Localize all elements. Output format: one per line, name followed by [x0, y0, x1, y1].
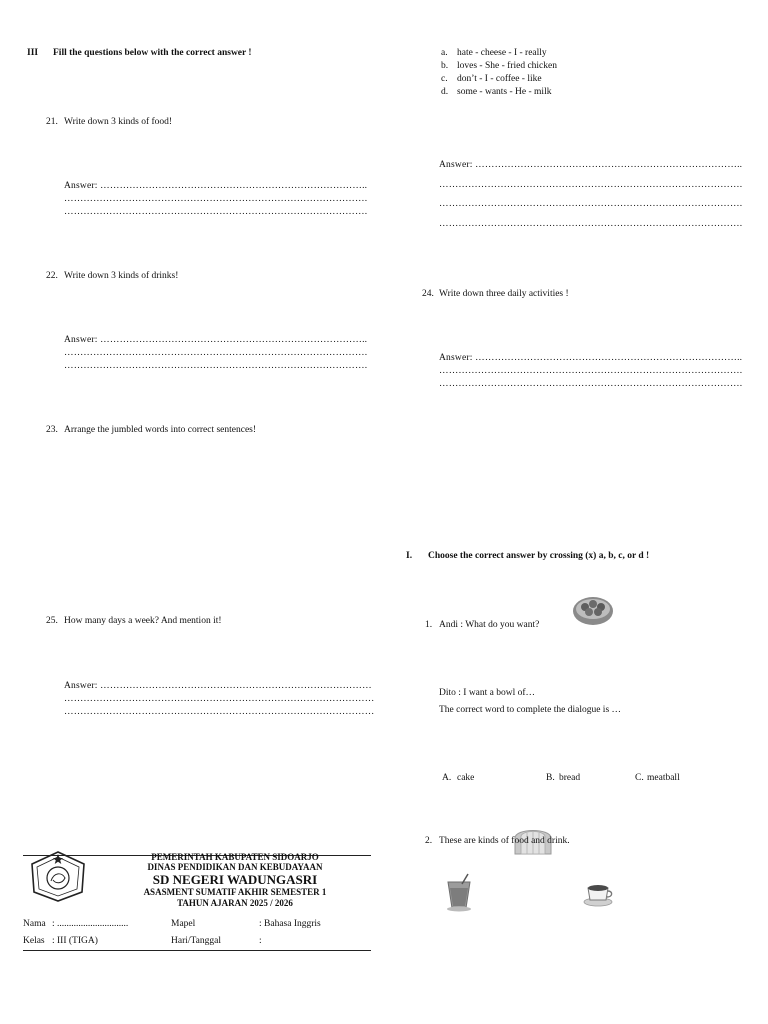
- q23-option-c-letter: c.: [441, 74, 448, 84]
- q23-option-d-letter: d.: [441, 87, 449, 97]
- mc1-number: 1.: [425, 620, 433, 630]
- section-3-number: III: [27, 48, 39, 58]
- q24-text: Write down three daily activities !: [439, 289, 569, 299]
- q21-answer-line-1[interactable]: Answer: ………………………………………………………………………..: [64, 181, 368, 191]
- exam-title: ASASMENT SUMATIF AKHIR SEMESTER 1: [143, 887, 327, 897]
- meatball-bowl-icon: [572, 595, 614, 627]
- section-1-title: Choose the correct answer by crossing (x) a, b, c, or d !: [428, 551, 650, 561]
- q23-option-c: don’t - I - coffee - like: [457, 74, 542, 84]
- kelas-value: : III (TIGA): [52, 936, 98, 946]
- mc1-option-b[interactable]: bread: [559, 773, 581, 783]
- mc1-dialogue: Dito : I want a bowl of…: [439, 688, 536, 698]
- mapel-value: : Bahasa Inggris: [259, 919, 321, 929]
- q24-answer-line-1[interactable]: Answer: ………………………………………………………………………..: [439, 353, 743, 363]
- coffee-cup-icon: [583, 878, 615, 908]
- q21-answer-line-3[interactable]: ………………………………………………………………………………….: [64, 207, 368, 217]
- mc1-question: Andi : What do you want?: [439, 620, 540, 630]
- q21-text: Write down 3 kinds of food!: [64, 117, 173, 127]
- nama-label: Nama: [23, 919, 46, 929]
- q23-option-a-letter: a.: [441, 48, 448, 58]
- mc2-number: 2.: [425, 836, 433, 846]
- hari-tanggal-field[interactable]: :: [259, 936, 262, 946]
- mc1-instruction: The correct word to complete the dialogue is …: [439, 705, 622, 715]
- mc1-option-a-letter[interactable]: A.: [442, 773, 452, 783]
- q24-number: 24.: [422, 289, 434, 299]
- hari-tanggal-label: Hari/Tanggal: [171, 936, 221, 946]
- q23-answer-line-1[interactable]: Answer: ………………………………………………………………………..: [439, 160, 743, 170]
- q23-option-a: hate - cheese - I - really: [457, 48, 547, 58]
- q23-text: Arrange the jumbled words into correct sentences!: [64, 425, 257, 435]
- q25-text: How many days a week? And mention it!: [64, 616, 222, 626]
- q23-option-b: loves - She - fried chicken: [457, 61, 557, 71]
- header-bottom-rule: [23, 950, 371, 951]
- q25-answer-line-2[interactable]: ……………………………………………………………………………………: [64, 694, 375, 704]
- kelas-label: Kelas: [23, 936, 45, 946]
- mc1-option-a[interactable]: cake: [457, 773, 475, 783]
- q22-answer-line-1[interactable]: Answer: ………………………………………………………………………..: [64, 335, 368, 345]
- mc1-option-b-letter[interactable]: B.: [546, 773, 555, 783]
- juice-glass-icon: [442, 872, 476, 912]
- q25-number: 25.: [46, 616, 58, 626]
- q23-answer-line-3[interactable]: ………………………………………………………………………………….: [439, 199, 743, 209]
- q25-answer-line-1[interactable]: Answer: …………………………………………………………………………: [64, 681, 372, 691]
- header-line-1: PEMERINTAH KABUPATEN SIDOARJO: [151, 852, 319, 862]
- q23-answer-line-4[interactable]: ………………………………………………………………………………….: [439, 219, 743, 229]
- section-1-number: I.: [406, 551, 413, 561]
- q22-number: 22.: [46, 271, 58, 281]
- q22-answer-line-3[interactable]: ………………………………………………………………………………….: [64, 361, 368, 371]
- mapel-label: Mapel: [171, 919, 196, 929]
- nama-field[interactable]: : ..............................: [52, 919, 129, 929]
- q23-answer-line-2[interactable]: ………………………………………………………………………………….: [439, 180, 743, 190]
- q24-answer-line-3[interactable]: ………………………………………………………………………………….: [439, 379, 743, 389]
- q23-option-b-letter: b.: [441, 61, 449, 71]
- academic-year: TAHUN AJARAN 2025 / 2026: [177, 898, 293, 908]
- q21-answer-line-2[interactable]: ………………………………………………………………………………….: [64, 194, 368, 204]
- mc2-question: These are kinds of food and drink.: [439, 836, 570, 846]
- q23-number: 23.: [46, 425, 58, 435]
- mc1-option-c[interactable]: meatball: [647, 773, 680, 783]
- q22-answer-line-2[interactable]: ………………………………………………………………………………….: [64, 348, 368, 358]
- school-name: SD NEGERI WADUNGASRI: [152, 872, 318, 887]
- q24-answer-line-2[interactable]: ………………………………………………………………………………….: [439, 366, 743, 376]
- q21-number: 21.: [46, 117, 58, 127]
- q25-answer-line-3[interactable]: ……………………………………………………………………………………: [64, 707, 375, 717]
- school-emblem-icon: [26, 848, 90, 904]
- mc1-option-c-letter[interactable]: C.: [635, 773, 644, 783]
- section-3-title: Fill the questions below with the correct answer !: [53, 48, 252, 58]
- q23-option-d: some - wants - He - milk: [457, 87, 552, 97]
- header-line-2: DINAS PENDIDIKAN DAN KEBUDAYAAN: [147, 862, 323, 872]
- q22-text: Write down 3 kinds of drinks!: [64, 271, 179, 281]
